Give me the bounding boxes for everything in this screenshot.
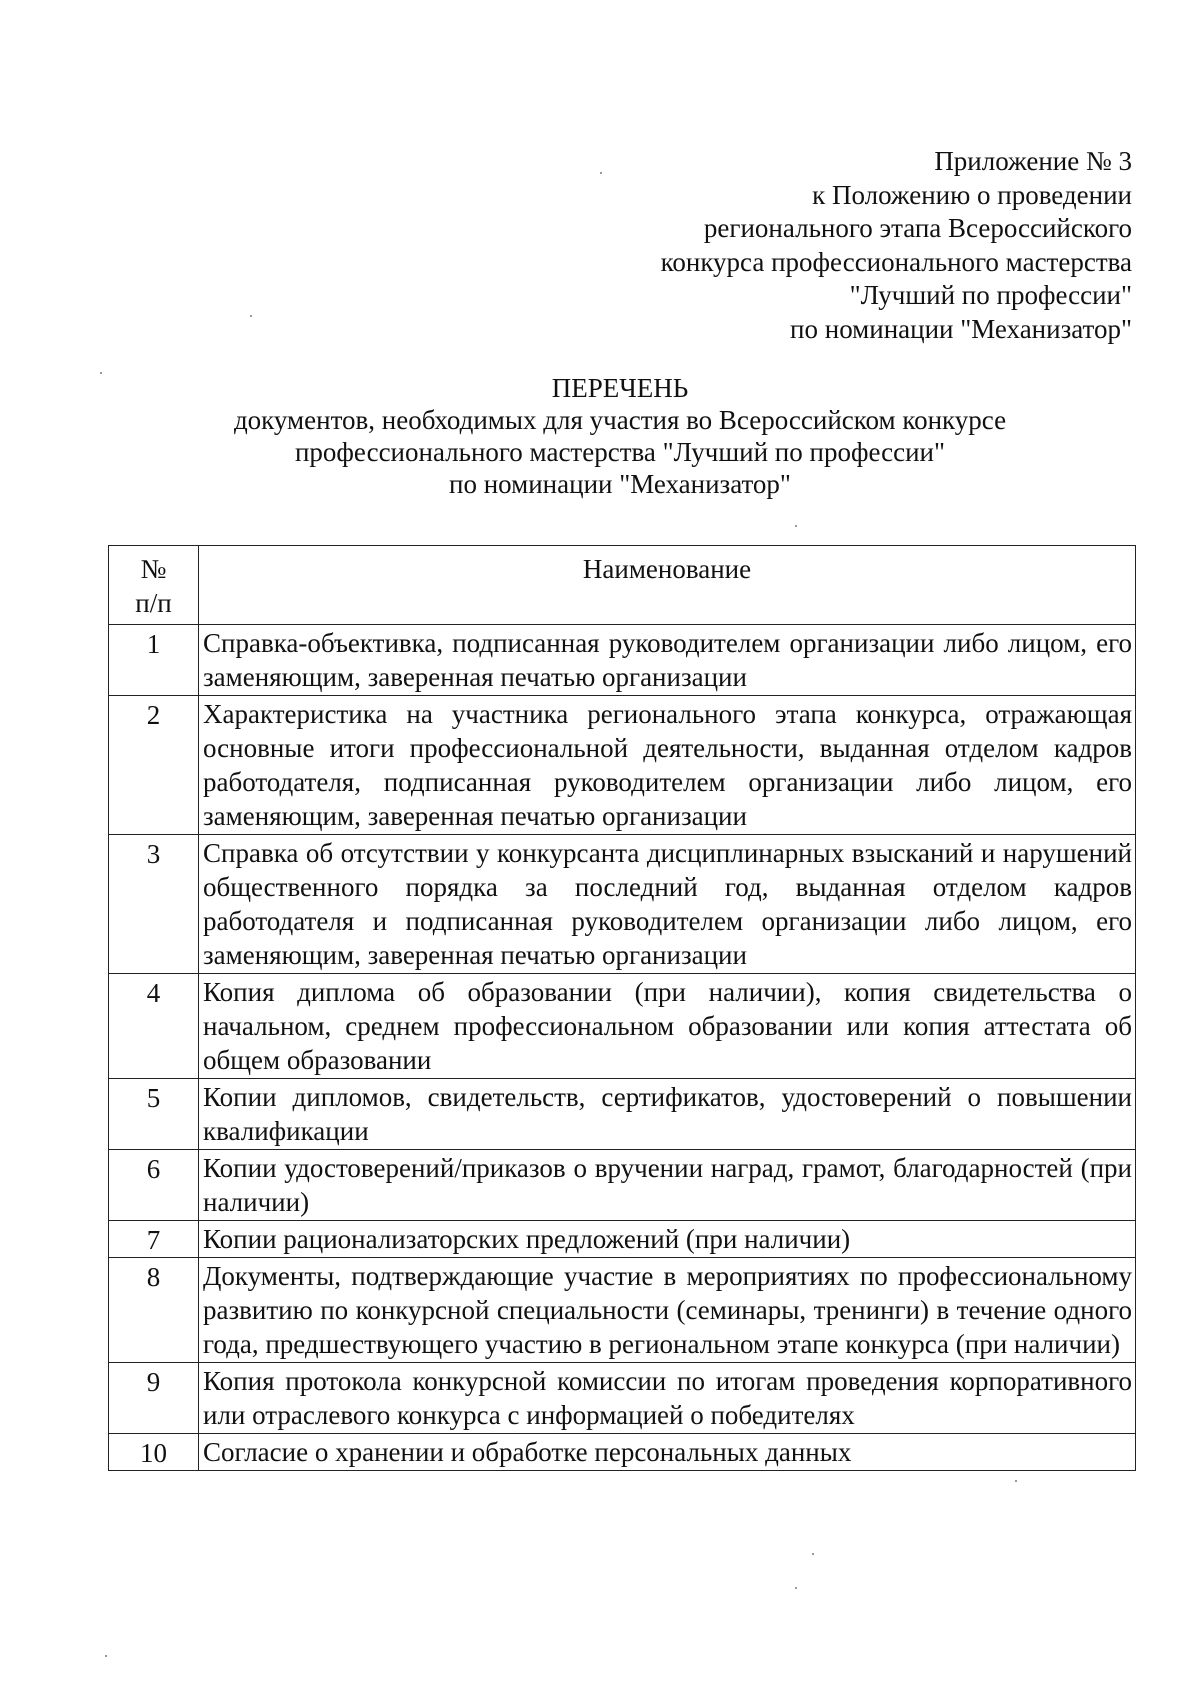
header-number-symbol: № bbox=[140, 554, 167, 584]
row-document-name: Копии удостоверений/приказов о вручении наград, грамот, благодарностей (при наличии) bbox=[199, 1150, 1136, 1221]
row-number: 9 bbox=[109, 1363, 199, 1434]
table-row bbox=[109, 1221, 1136, 1258]
row-number: 4 bbox=[109, 974, 199, 1079]
table-row bbox=[109, 696, 1136, 835]
table-row bbox=[109, 1150, 1136, 1221]
scan-speck bbox=[795, 525, 797, 527]
table-header-row bbox=[109, 546, 1136, 625]
appendix-line: по номинации "Механизатор" bbox=[790, 313, 1132, 344]
table-row bbox=[109, 1079, 1136, 1150]
scan-speck bbox=[1015, 1480, 1017, 1482]
row-number: 3 bbox=[109, 835, 199, 974]
row-document-name: Справка-объективка, подписанная руководителем организации либо лицом, его заменяющим, заверенная печатью организации bbox=[199, 625, 1136, 696]
header-name-cell: Наименование bbox=[199, 546, 1136, 625]
appendix-line: к Положению о проведении bbox=[812, 179, 1132, 210]
row-number: 7 bbox=[109, 1221, 199, 1258]
document-subtitle-line: по номинации "Механизатор" bbox=[449, 469, 791, 499]
table-row bbox=[109, 1363, 1136, 1434]
appendix-note bbox=[661, 145, 1132, 346]
document-subtitle-line: профессионального мастерства "Лучший по профессии" bbox=[294, 437, 945, 467]
row-document-name: Согласие о хранении и обработке персональных данных bbox=[199, 1434, 1136, 1471]
table-row bbox=[109, 1258, 1136, 1363]
row-document-name: Копии рационализаторских предложений (при наличии) bbox=[199, 1221, 1136, 1258]
row-number: 8 bbox=[109, 1258, 199, 1363]
document-subtitle-line: документов, необходимых для участия во Всероссийском конкурсе bbox=[233, 405, 1007, 435]
table-row bbox=[109, 835, 1136, 974]
scan-speck bbox=[105, 1655, 107, 1657]
row-number: 10 bbox=[109, 1434, 199, 1471]
table-row bbox=[109, 974, 1136, 1079]
row-number: 1 bbox=[109, 625, 199, 696]
row-number: 6 bbox=[109, 1150, 199, 1221]
row-document-name: Характеристика на участника регионального этапа конкурса, отражающая основные итоги профессиональной деятельности, выданная отделом кадров работодателя, подписанная руководителем организации либо лицом, его заменяющим, заверенная печатью организации bbox=[199, 696, 1136, 835]
row-document-name: Копия протокола конкурсной комиссии по итогам проведения корпоративного или отраслевого конкурса с информацией о победителях bbox=[199, 1363, 1136, 1434]
table-row bbox=[109, 1434, 1136, 1471]
appendix-line: Приложение № 3 bbox=[934, 146, 1132, 176]
row-number: 2 bbox=[109, 696, 199, 835]
appendix-line: конкурса профессионального мастерства bbox=[660, 246, 1132, 277]
appendix-line: регионального этапа Всероссийского bbox=[703, 213, 1132, 243]
header-number-cell bbox=[109, 546, 199, 625]
row-document-name: Документы, подтверждающие участие в мероприятиях по профессиональному развитию по конкурсной специальности (семинары, тренинги) в течение одного года, предшествующего участию в региональном этапе конкурса (при наличии) bbox=[199, 1258, 1136, 1363]
scan-speck bbox=[795, 1587, 797, 1589]
row-document-name: Копии дипломов, свидетельств, сертификатов, удостоверений о повышении квалификации bbox=[199, 1079, 1136, 1150]
scan-speck bbox=[600, 172, 602, 174]
document-title-block bbox=[100, 372, 1140, 500]
header-number-abbr: п/п bbox=[135, 588, 172, 618]
row-number: 5 bbox=[109, 1079, 199, 1150]
appendix-line: "Лучший по профессии" bbox=[849, 280, 1132, 310]
row-document-name: Справка об отсутствии у конкурсанта дисциплинарных взысканий и нарушений общественного порядка за последний год, выданная отделом кадров работодателя и подписанная руководителем организации либо лицом, его заменяющим, заверенная печатью организации bbox=[199, 835, 1136, 974]
scan-speck bbox=[250, 315, 252, 317]
documents-table bbox=[108, 545, 1136, 1471]
scan-speck bbox=[100, 372, 102, 374]
table-row bbox=[109, 625, 1136, 696]
document-heading: ПЕРЕЧЕНЬ bbox=[551, 373, 689, 403]
row-document-name: Копия диплома об образовании (при наличии), копия свидетельства о начальном, среднем профессиональном образовании или копия аттестата об общем образовании bbox=[199, 974, 1136, 1079]
scan-speck bbox=[812, 1553, 814, 1555]
